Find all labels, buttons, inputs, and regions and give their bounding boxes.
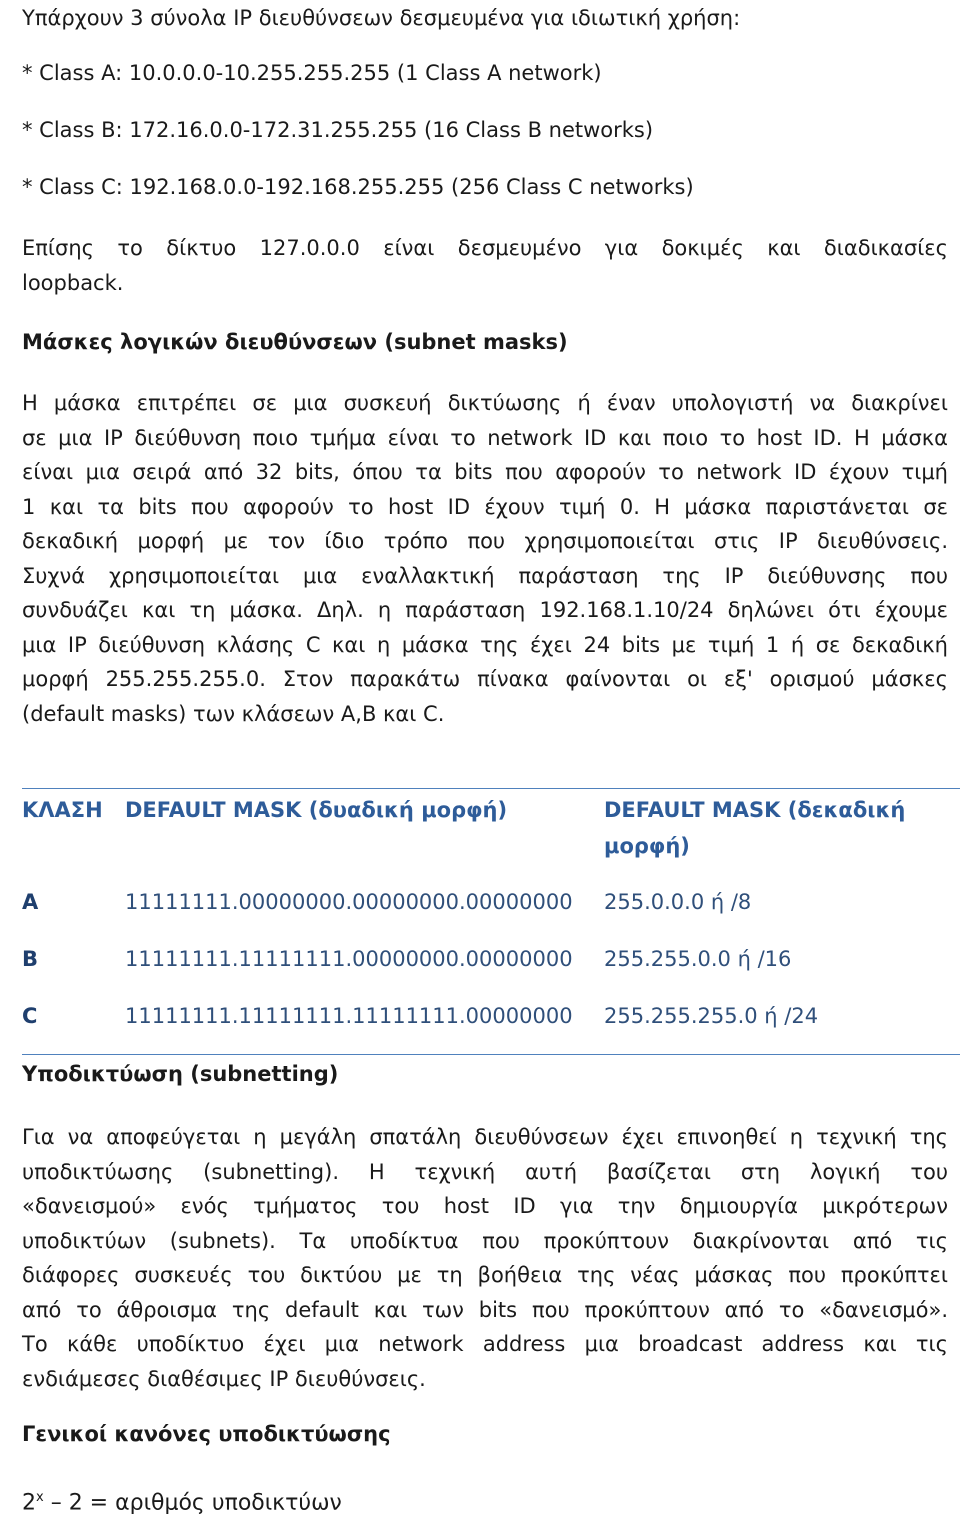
table-top-rule xyxy=(22,788,960,789)
paragraph-line: δεκαδική μορφή με τον ίδιο τρόπο που χρησιμοποιείται στις IP διευθύνσεις. xyxy=(22,529,948,553)
class-c-range: * Class C: 192.168.0.0-192.168.255.255 (256 Class C networks) xyxy=(22,175,694,199)
paragraph-line: «δανεισμού» ενός τμήματος του host ID για την δημιουργία μικρότερων xyxy=(22,1194,948,1218)
paragraph-line: Συχνά χρησιμοποιείται μια εναλλακτική παράσταση της IP διεύθυνσης που xyxy=(22,563,948,588)
row-class: A xyxy=(22,890,39,914)
paragraph-line: υποδικτύωσης (subnetting). Η τεχνική αυτή βασίζεται στη λογική του xyxy=(22,1159,948,1184)
row-class: B xyxy=(22,947,39,971)
paragraph-line: μορφή 255.255.255.0. Στον παρακάτω πίνακα φαίνονται οι εξ' ορισμού μάσκες xyxy=(22,667,948,691)
header-decimal: μορφή) xyxy=(604,834,690,858)
paragraph-line: Το κάθε υποδίκτυο έχει μια network address μια broadcast address και τις xyxy=(22,1332,948,1356)
paragraph-line: υποδικτύων (subnets). Τα υποδίκτυα που προκύπτουν διακρίνονται από τις xyxy=(22,1228,948,1253)
loopback-line: Επίσης το δίκτυο 127.0.0.0 είναι δεσμευμένο για δοκιμές και διαδικασίες xyxy=(22,236,948,260)
paragraph-line: Για να αποφεύγεται η μεγάλη σπατάλη διευθύνσεων έχει επινοηθεί η τεχνική της xyxy=(22,1125,948,1149)
row-class: C xyxy=(22,1004,38,1028)
paragraph-line: 1 και τα bits που αφορούν το host ID έχουν τιμή 0. Η μάσκα παριστάνεται σε xyxy=(22,494,948,519)
paragraph-line: (default masks) των κλάσεων A,B και C. xyxy=(22,701,445,726)
header-class: ΚΛΑΣΗ xyxy=(22,798,103,822)
class-a-range: * Class A: 10.0.0.0-10.255.255.255 (1 Class A network) xyxy=(22,61,602,85)
row-decimal: 255.0.0.0 ή /8 xyxy=(604,890,752,914)
header-binary: DEFAULT MASK (δυαδική μορφή) xyxy=(125,798,508,822)
row-decimal: 255.255.255.0 ή /24 xyxy=(604,1004,819,1028)
loopback-paragraph xyxy=(22,231,948,300)
subnetting-heading: Υποδικτύωση (subnetting) xyxy=(22,1062,339,1086)
row-binary: 11111111.11111111.00000000.00000000 xyxy=(125,947,573,971)
paragraph-line: ενδιάμεσες διαθέσιμες IP διευθύνσεις. xyxy=(22,1366,426,1391)
header-decimal: DEFAULT MASK (δεκαδική xyxy=(604,798,906,822)
formula-rest: – 2 = αριθμός υποδικτύων xyxy=(43,1490,342,1516)
paragraph-line: από το άθροισμα της default και των bits που προκύπτουν από το «δανεισμό». xyxy=(22,1297,948,1322)
paragraph-line: μια IP διεύθυνση κλάσης C και η μάσκα της έχει 24 bits με τιμή 1 ή σε δεκαδική xyxy=(22,632,948,657)
subnetting-paragraph xyxy=(22,1120,948,1396)
paragraph-line: σε μια IP διεύθυνση ποιο τμήμα είναι το network ID και ποιο το host ID. Η μάσκα xyxy=(22,425,948,450)
paragraph-line: συνδυάζει και τη μάσκα. Δηλ. η παράσταση 192.168.1.10/24 δηλώνει ότι έχουμε xyxy=(22,598,948,622)
loopback-line: loopback. xyxy=(22,270,124,295)
paragraph-line: Η μάσκα επιτρέπει σε μια συσκευή δικτύωσης ή έναν υπολογιστή να διακρίνει xyxy=(22,391,948,415)
row-binary: 11111111.00000000.00000000.00000000 xyxy=(125,890,573,914)
row-binary: 11111111.11111111.11111111.00000000 xyxy=(125,1004,573,1028)
row-decimal: 255.255.0.0 ή /16 xyxy=(604,947,792,971)
formula-base: 2 xyxy=(22,1490,36,1516)
subnet-masks-paragraph xyxy=(22,386,948,731)
intro-line: Υπάρχουν 3 σύνολα IP διευθύνσεων δεσμευμένα για ιδιωτική χρήση: xyxy=(22,6,741,30)
paragraph-line: διάφορες συσκευές του δικτύου με τη βοήθεια της νέας μάσκας που προκύπτει xyxy=(22,1263,948,1287)
table-bottom-rule xyxy=(22,1054,960,1055)
subnet-masks-heading: Μάσκες λογικών διευθύνσεων (subnet masks) xyxy=(22,330,568,354)
class-b-range: * Class B: 172.16.0.0-172.31.255.255 (16 Class B networks) xyxy=(22,118,654,142)
subnet-formula xyxy=(22,1484,342,1517)
paragraph-line: είναι μια σειρά από 32 bits, όπου τα bits που αφορούν το network ID έχουν τιμή xyxy=(22,460,948,484)
rules-heading: Γενικοί κανόνες υποδικτύωσης xyxy=(22,1422,391,1446)
formula-exponent: x xyxy=(36,1490,44,1505)
